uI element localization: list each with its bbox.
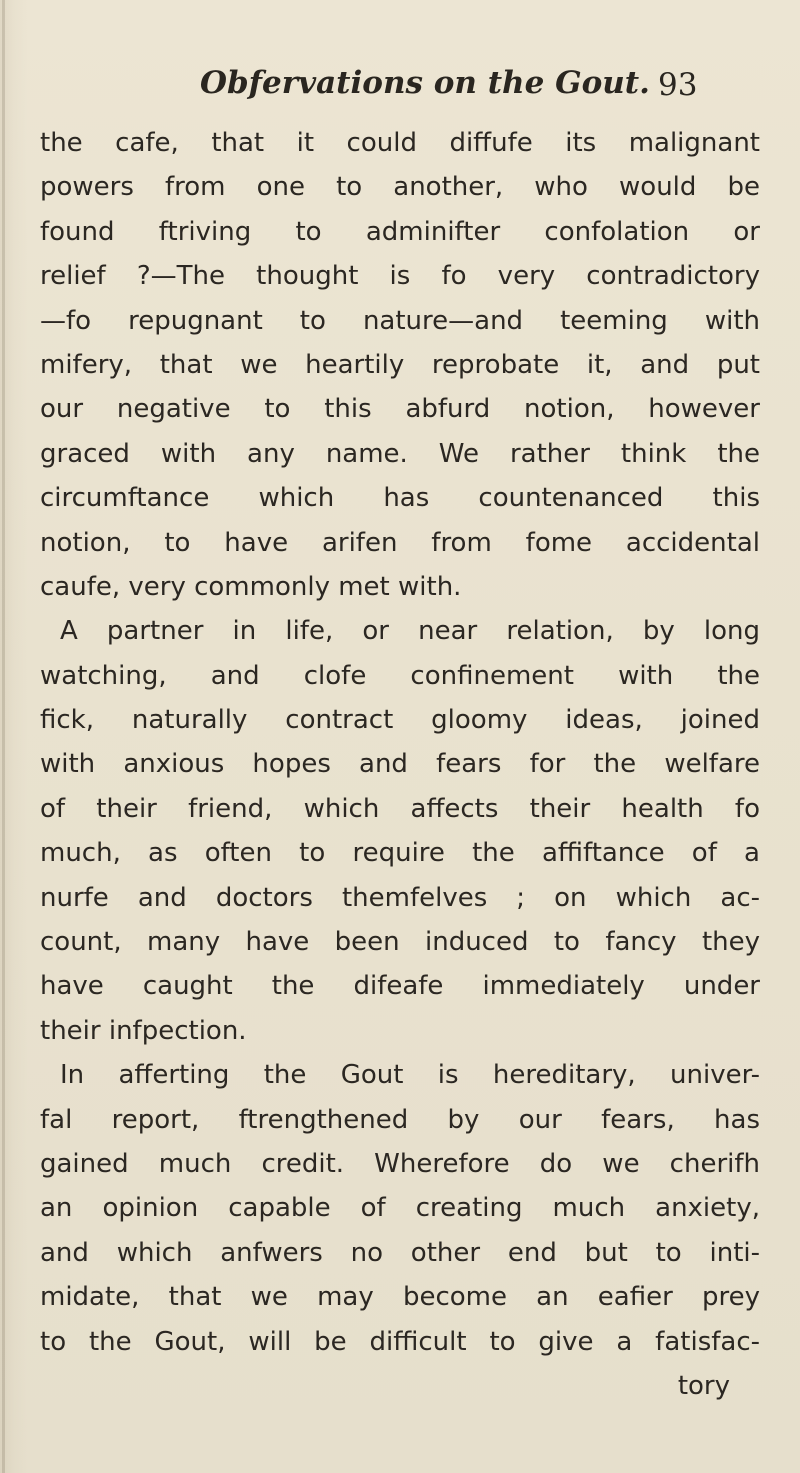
text-line: our negative to this abfurd notion, however bbox=[40, 394, 760, 425]
text-line: fick, naturally contract gloomy ideas, joined bbox=[40, 705, 760, 736]
page-header bbox=[0, 65, 800, 115]
page-edge-shadow bbox=[2, 0, 5, 1473]
text-line: graced with any name. We rather think the bbox=[40, 438, 760, 469]
text-line: have caught the difeafe immediately under bbox=[40, 971, 760, 1002]
text-line: much, as often to require the affiftance of a bbox=[40, 838, 760, 869]
text-line: nurfe and doctors themfelves ; on which ac- bbox=[40, 882, 760, 913]
body-text bbox=[40, 121, 760, 1408]
text-line: caufe, very commonly met with. bbox=[40, 571, 462, 602]
text-line: count, many have been induced to fancy they bbox=[40, 927, 760, 958]
text-line: circumftance which has countenanced this bbox=[40, 483, 760, 514]
text-line: the cafe, that it could diffufe its malignant bbox=[40, 128, 760, 158]
text-line: with anxious hopes and fears for the welfare bbox=[40, 749, 760, 780]
page-number: 93 bbox=[658, 67, 698, 103]
text-line: mifery, that we heartily reprobate it, and put bbox=[40, 349, 760, 380]
text-line: A partner in life, or near relation, by long bbox=[60, 616, 760, 647]
text-line: of their friend, which affects their health fo bbox=[40, 793, 760, 824]
text-line: an opinion capable of creating much anxiety, bbox=[40, 1193, 760, 1224]
text-line: watching, and clofe confinement with the bbox=[40, 660, 760, 691]
text-line: fal report, ftrengthened by our fears, has bbox=[40, 1104, 760, 1135]
text-line: to the Gout, will be difficult to give a fatisfac- bbox=[40, 1326, 760, 1357]
catchword: tory bbox=[677, 1370, 730, 1401]
text-line: relief ?—The thought is fo very contradictory bbox=[40, 261, 760, 292]
text-line: —fo repugnant to nature—and teeming with bbox=[40, 305, 760, 336]
text-line: gained much credit. Wherefore do we cherifh bbox=[40, 1148, 760, 1179]
text-line: and which anfwers no other end but to inti- bbox=[40, 1237, 760, 1268]
text-line: midate, that we may become an eafier prey bbox=[40, 1282, 760, 1313]
text-line: notion, to have arifen from fome accidental bbox=[40, 527, 760, 558]
text-line: found ftriving to adminifter confolation or bbox=[40, 216, 760, 247]
running-title: Obfervations on the Gout. bbox=[200, 65, 650, 101]
text-line: powers from one to another, who would be bbox=[40, 172, 760, 203]
text-line: their infpection. bbox=[40, 1015, 247, 1046]
text-line: In afferting the Gout is hereditary, univer- bbox=[60, 1060, 760, 1091]
